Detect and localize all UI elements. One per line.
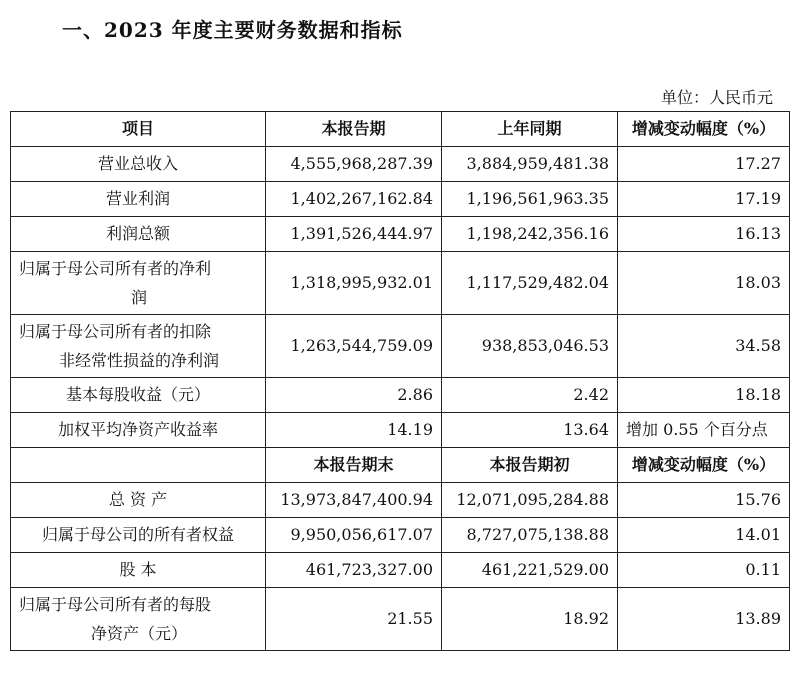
table-header-row [11,112,790,147]
table-row [11,483,790,518]
change-value: 17.27 [618,147,790,182]
row-label: 归属于母公司的所有者权益 [11,518,266,553]
table-row [11,147,790,182]
column-header-change: 增减变动幅度（%） [618,112,790,147]
row-label: 利润总额 [11,217,266,252]
row-label: 营业总收入 [11,147,266,182]
row-label-line-2: 非经常性损益的净利润 [58,351,219,370]
column-header-change: 增减变动幅度（%） [618,448,790,483]
financial-data-table [10,111,790,651]
row-label-line-1: 归属于母公司所有者的每股 [19,595,212,614]
currency-unit-label: 单位：人民币元 [660,88,773,107]
row-label: 加权平均净资产收益率 [11,413,266,448]
change-value: 14.01 [618,518,790,553]
prior-value: 18.92 [442,588,618,651]
current-value: 9,950,056,617.07 [266,518,442,553]
current-value: 13,973,847,400.94 [266,483,442,518]
current-value: 1,263,544,759.09 [266,315,442,378]
current-value: 14.19 [266,413,442,448]
current-value: 461,723,327.00 [266,553,442,588]
table-row [11,182,790,217]
column-header-period-start: 本报告期初 [442,448,618,483]
column-header-current-period: 本报告期 [266,112,442,147]
prior-value: 1,196,561,963.35 [442,182,618,217]
row-label: 营业利润 [11,182,266,217]
change-value: 16.13 [618,217,790,252]
change-value: 13.89 [618,588,790,651]
current-value: 1,402,267,162.84 [266,182,442,217]
current-value: 1,318,995,932.01 [266,252,442,315]
change-value: 17.19 [618,182,790,217]
table-row [11,315,790,378]
column-header-period-end: 本报告期末 [266,448,442,483]
table-row [11,217,790,252]
prior-value: 12,071,095,284.88 [442,483,618,518]
column-header-item: 项目 [11,112,266,147]
prior-value: 1,198,242,356.16 [442,217,618,252]
table-row [11,378,790,413]
table-subheader-row [11,448,790,483]
prior-value: 8,727,075,138.88 [442,518,618,553]
current-value: 21.55 [266,588,442,651]
row-label: 总 资 产 [11,483,266,518]
table-row [11,588,790,651]
current-value: 2.86 [266,378,442,413]
prior-value: 461,221,529.00 [442,553,618,588]
prior-value: 13.64 [442,413,618,448]
current-value: 1,391,526,444.97 [266,217,442,252]
row-label: 股 本 [11,553,266,588]
row-label [11,315,266,378]
table-row [11,413,790,448]
table-row [11,252,790,315]
change-value: 18.03 [618,252,790,315]
change-value: 0.11 [618,553,790,588]
column-header-prior-period: 上年同期 [442,112,618,147]
row-label-line-2: 润 [130,288,147,307]
prior-value: 2.42 [442,378,618,413]
row-label [11,252,266,315]
prior-value: 1,117,529,482.04 [442,252,618,315]
change-value: 34.58 [618,315,790,378]
change-value: 15.76 [618,483,790,518]
table-row [11,553,790,588]
prior-value: 3,884,959,481.38 [442,147,618,182]
row-label-line-1: 归属于母公司所有者的净利 [19,259,212,278]
row-label-line-1: 归属于母公司所有者的扣除 [19,322,212,341]
row-label: 基本每股收益（元） [11,378,266,413]
table-row [11,518,790,553]
current-value: 4,555,968,287.39 [266,147,442,182]
change-value: 增加 0.55 个百分点 [618,413,790,448]
empty-header-cell [11,448,266,483]
row-label-line-2: 净资产（元） [90,624,187,643]
row-label [11,588,266,651]
prior-value: 938,853,046.53 [442,315,618,378]
section-heading: 一、2023 年度主要财务数据和指标 [62,18,403,42]
change-value: 18.18 [618,378,790,413]
